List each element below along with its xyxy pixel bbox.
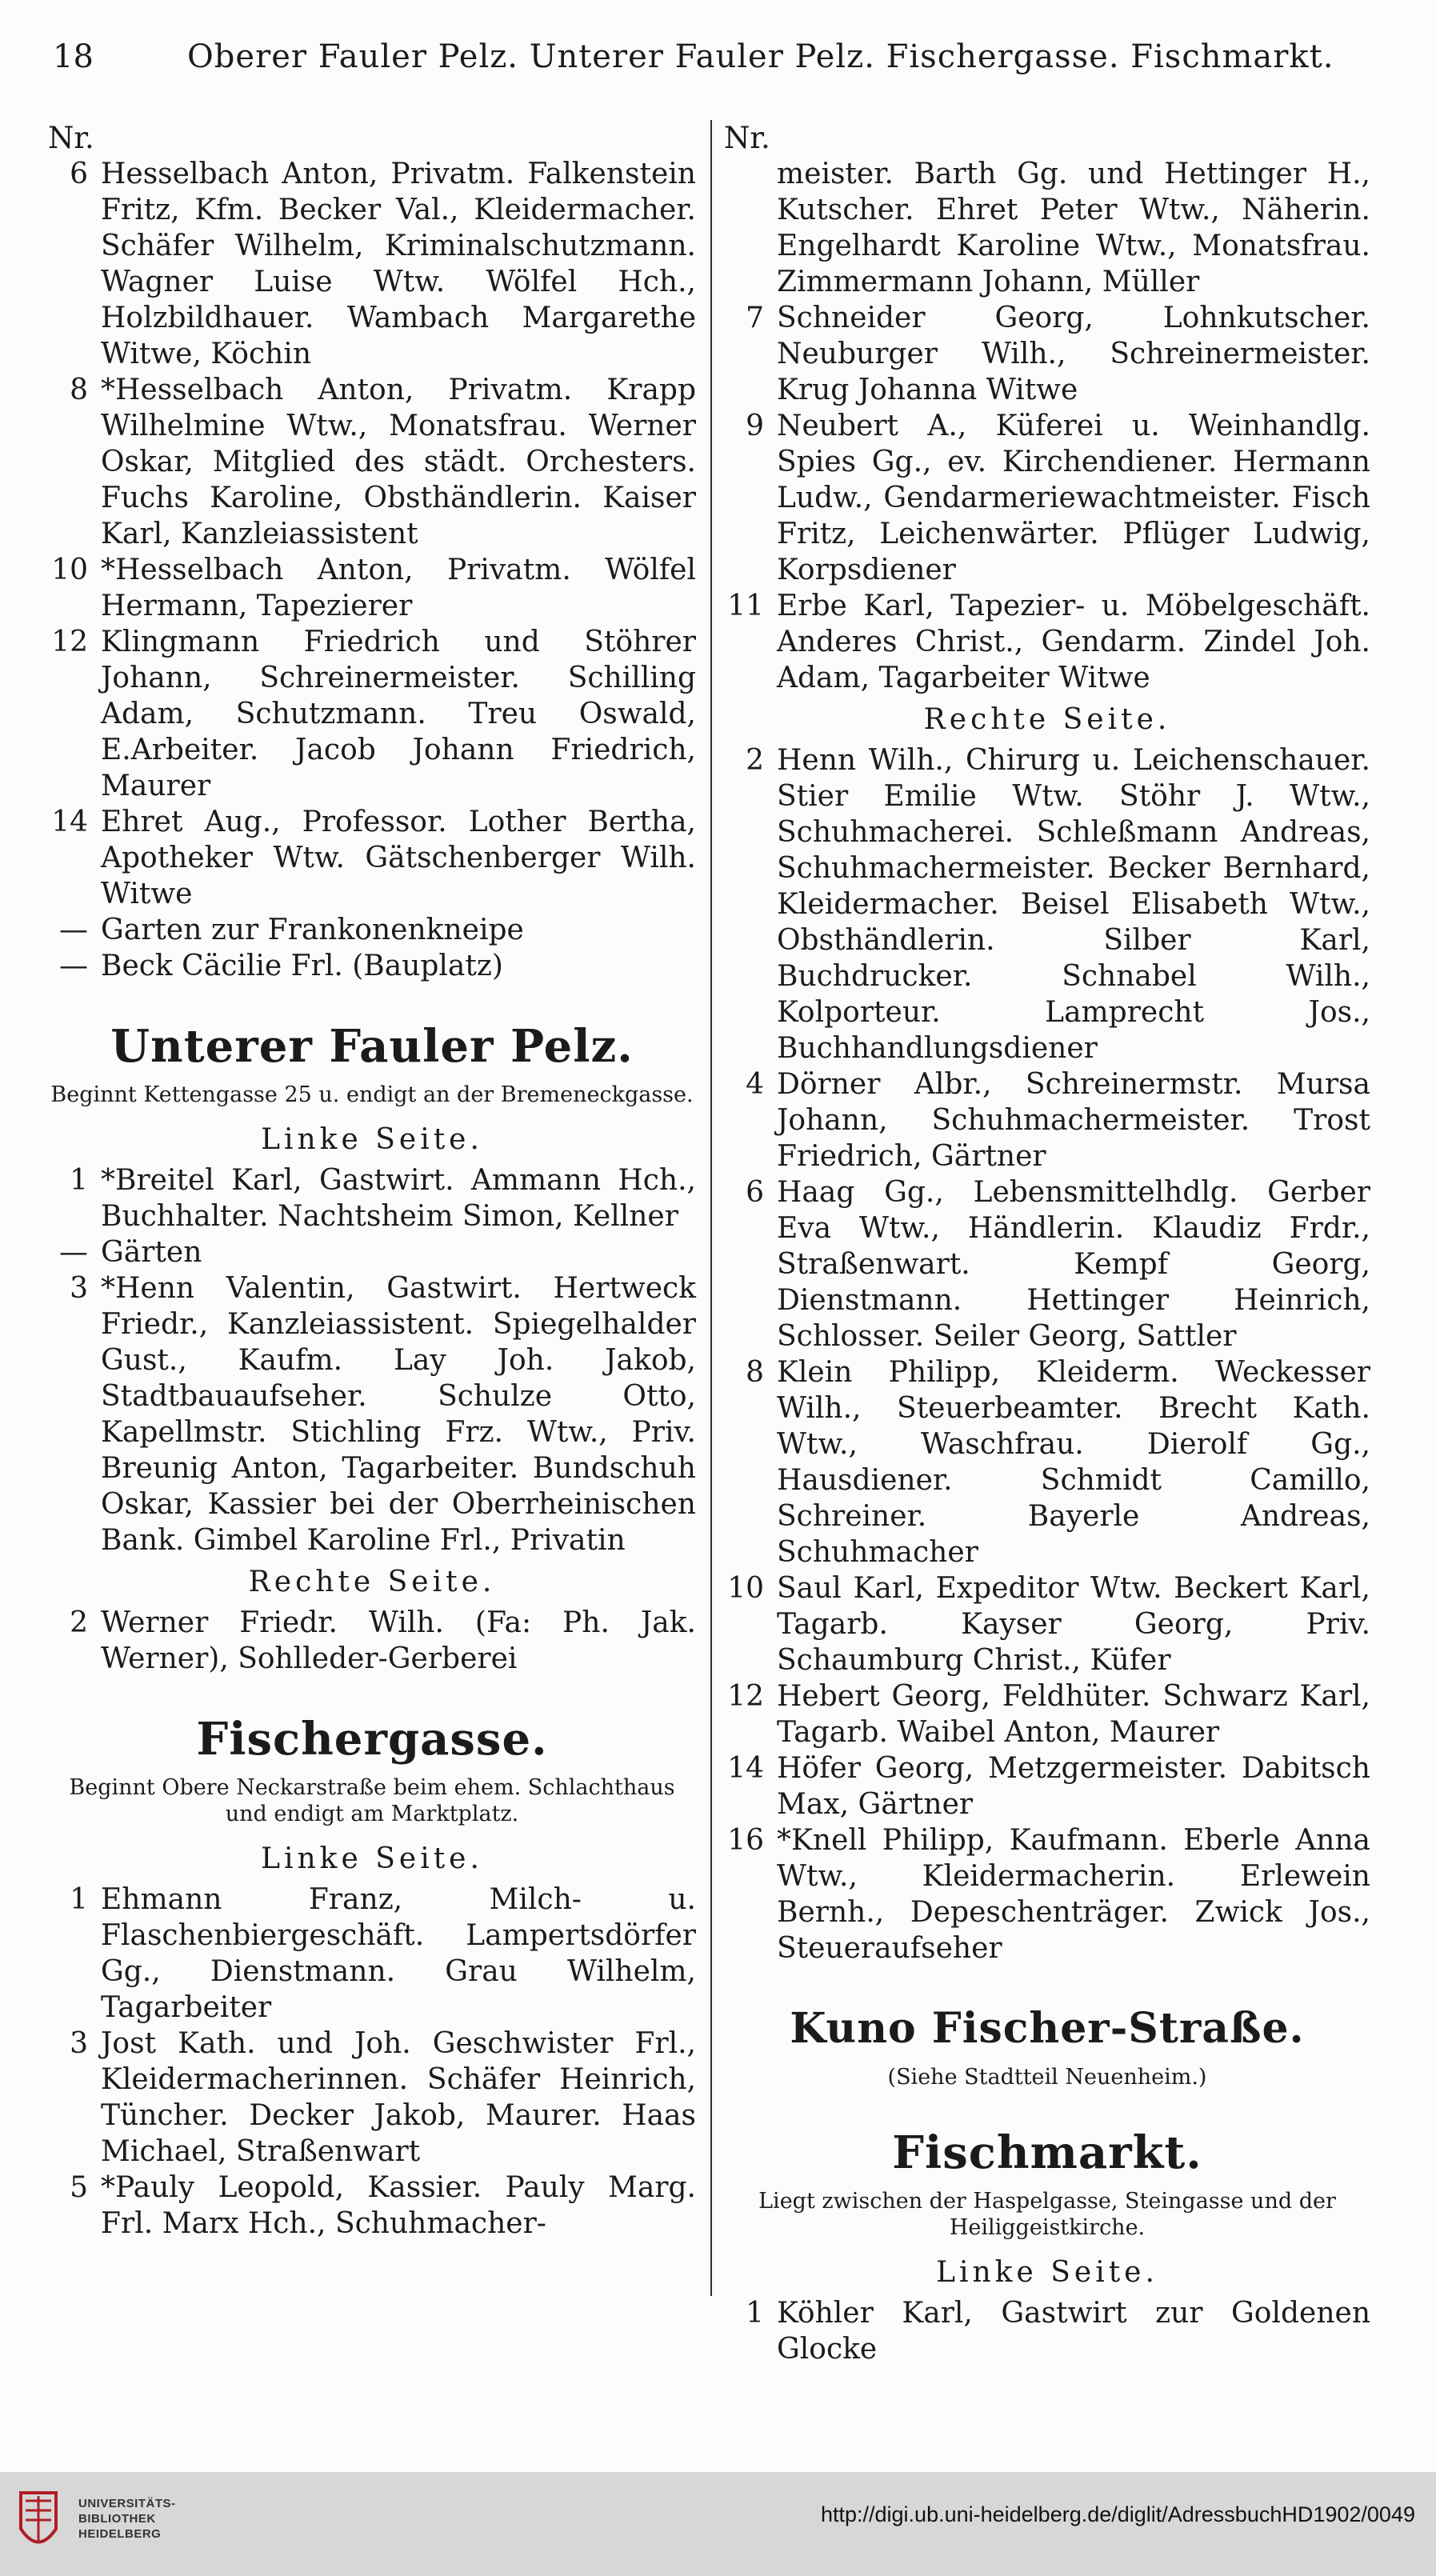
address-entry — [48, 948, 696, 984]
house-number: — — [59, 1236, 88, 1269]
logo-line: BIBLIOTHEK — [78, 2512, 156, 2526]
house-number: 6 — [70, 158, 88, 190]
entry-text: *Knell Philipp, Kaufmann. Eberle Anna Wtw., Kleidermacherin. Erlewein Bernh., Depeschenträger. Zwick Jos., Steueraufseher — [777, 1824, 1370, 1965]
house-number: 14 — [51, 806, 88, 838]
house-number: 3 — [70, 1272, 88, 1305]
address-entry — [48, 1162, 696, 1234]
column-divider — [710, 120, 712, 2296]
entry-text: Klein Philipp, Kleiderm. Weckesser Wilh., Steuerbeamter. Brecht Kath. Wtw., Waschfrau. Dierolf Gg., Hausdiener. Schmidt Camillo, Schreiner. Bayerle Andreas, Schuhmacher — [777, 1356, 1370, 1569]
entry-text: Köhler Karl, Gastwirt zur Goldenen Glocke — [777, 2297, 1370, 2366]
entry-text: Schneider Georg, Lohnkutscher. Neuburger Wilh., Schreinermeister. Krug Johanna Witwe — [777, 302, 1370, 406]
entry-text: Neubert A., Küferei u. Weinhandlg. Spies Gg., ev. Kirchendiener. Hermann Ludw., Gendarmeriewachtmeister. Fisch Fritz, Leichenwärter. Pflüger Ludwig, Korpsdiener — [777, 410, 1370, 586]
entry-text: Beck Cäcilie Frl. (Bauplatz) — [101, 950, 503, 982]
house-number: 10 — [727, 1572, 764, 1605]
entry-text: Werner Friedr. Wilh. (Fa: Ph. Jak. Werner), Sohlleder-Gerberei — [101, 1606, 696, 1675]
house-number: 1 — [746, 2297, 764, 2330]
address-entry — [48, 1270, 696, 1558]
page-number: 18 — [53, 38, 94, 75]
house-number: 16 — [727, 1824, 764, 1857]
address-entry — [724, 1750, 1370, 1822]
house-number: 6 — [746, 1176, 764, 1209]
address-entry — [724, 588, 1370, 696]
entry-text: *Hesselbach Anton, Privatm. Wölfel Hermann, Tapezierer — [101, 554, 696, 622]
address-entry — [48, 156, 696, 372]
address-entry — [48, 912, 696, 948]
street-title-unterer-fauler-pelz: Unterer Fauler Pelz. — [110, 1020, 634, 1073]
address-entry — [48, 1234, 696, 1270]
house-number: 12 — [727, 1680, 764, 1713]
street-description: Beginnt Kettengasse 25 u. endigt an der Bremeneckgasse. — [50, 1082, 694, 1107]
house-number: 12 — [51, 626, 88, 658]
entry-text: Henn Wilh., Chirurg u. Leichenschauer. Stier Emilie Wtw. Stöhr J. Wtw., Schuhmacherei. Schleßmann Andreas, Schuhmachermeister. Becker Bernhard, Kleidermacher. Beisel Elisabeth Wtw., Obsthändlerin. Silber Karl, Buchdrucker. Schnabel Wilh., Kolporteur. Lamprecht Jos., Buchhandlungsdiener — [777, 744, 1370, 1065]
address-entry — [48, 552, 696, 624]
street-title-kuno-fischer-strasse: Kuno Fischer-Straße. — [790, 2004, 1305, 2053]
entry-text: *Breitel Karl, Gastwirt. Ammann Hch., Buchhalter. Nachtsheim Simon, Kellner — [101, 1164, 696, 1233]
side-heading-right: Rechte Seite. — [923, 703, 1171, 736]
street-description: (Siehe Stadtteil Neuenheim.) — [887, 2065, 1207, 2090]
nr-label: Nr. — [724, 121, 770, 155]
library-footer — [0, 2472, 1436, 2576]
address-entry — [724, 300, 1370, 408]
library-logo-text — [78, 2496, 176, 2542]
entry-text: *Pauly Leopold, Kassier. Pauly Marg. Frl. Marx Hch., Schuhmacher- — [101, 2171, 696, 2240]
house-number: 1 — [70, 1164, 88, 1197]
address-entry — [724, 742, 1370, 1066]
address-entry — [724, 1174, 1370, 1354]
street-title-fischmarkt: Fischmarkt. — [892, 2126, 1202, 2179]
source-url-link[interactable]: http://digi.ub.uni-heidelberg.de/diglit/AdressbuchHD1902/0049 — [820, 2502, 1415, 2526]
side-heading-left: Linke Seite. — [261, 1842, 483, 1875]
house-number: 4 — [746, 1068, 764, 1101]
address-entry — [724, 156, 1370, 300]
house-number: — — [59, 950, 88, 982]
page-header — [53, 32, 1397, 88]
street-description: Beginnt Obere Neckarstraße beim ehem. Schlachthaus und endigt am Marktplatz. — [69, 1775, 675, 1826]
entry-text: Erbe Karl, Tapezier- u. Möbelgeschäft. Anderes Christ., Gendarm. Zindel Joh. Adam, Tagarbeiter Witwe — [777, 590, 1370, 694]
side-heading-right: Rechte Seite. — [248, 1566, 496, 1598]
entry-text: Jost Kath. und Joh. Geschwister Frl., Kleidermacherinnen. Schäfer Heinrich, Tüncher. Decker Jakob, Maurer. Haas Michael, Straßenwart — [101, 2027, 696, 2168]
address-entry — [724, 1066, 1370, 1174]
logo-line: UNIVERSITÄTS- — [78, 2497, 176, 2510]
address-entry — [724, 2295, 1370, 2367]
entry-text: meister. Barth Gg. und Hettinger H., Kutscher. Ehret Peter Wtw., Näherin. Engelhardt Karoline Wtw., Monatsfrau. Zimmermann Johann, Müller — [777, 158, 1370, 298]
house-number: 10 — [51, 554, 88, 586]
address-entry — [48, 1882, 696, 2026]
address-entry — [48, 804, 696, 912]
entry-text: Saul Karl, Expeditor Wtw. Beckert Karl, Tagarb. Kayser Georg, Priv. Schaumburg Christ., Küfer — [777, 1572, 1370, 1677]
address-entry — [48, 1605, 696, 1677]
entry-text: *Henn Valentin, Gastwirt. Hertweck Friedr., Kanzleiassistent. Spiegelhalder Gust., Kaufm. Lay Joh. Jakob, Stadtbauaufseher. Schulze Otto, Kapellmstr. Stichling Frz. Wtw., Priv. Breunig Anton, Tagarbeiter. Bundschuh Oskar, Kassier bei der Oberrheinischen Bank. Gimbel Karoline Frl., Privatin — [101, 1272, 696, 1557]
entry-text: Ehmann Franz, Milch- u. Flaschenbiergeschäft. Lampertsdörfer Gg., Dienstmann. Grau Wilhelm, Tagarbeiter — [101, 1883, 696, 2024]
entry-text: Haag Gg., Lebensmittelhdlg. Gerber Eva Wtw., Händlerin. Klaudiz Frdr., Straßenwart. Kempf Georg, Dienstmann. Hettinger Heinrich, Schlosser. Seiler Georg, Sattler — [777, 1176, 1370, 1353]
address-entry — [48, 372, 696, 552]
house-number: 11 — [727, 590, 764, 622]
side-heading-left: Linke Seite. — [936, 2256, 1158, 2289]
entry-text: Hebert Georg, Feldhüter. Schwarz Karl, Tagarb. Waibel Anton, Maurer — [777, 1680, 1370, 1749]
side-heading-left: Linke Seite. — [261, 1123, 483, 1156]
house-number: 3 — [70, 2027, 88, 2060]
address-entry — [48, 2026, 696, 2170]
house-number: 2 — [746, 744, 764, 777]
address-entry — [724, 1354, 1370, 1570]
running-title: Oberer Fauler Pelz. Unterer Fauler Pelz. Fischergasse. Fischmarkt. — [187, 38, 1334, 75]
left-column — [48, 120, 696, 2242]
right-column — [724, 120, 1370, 2367]
house-number: 14 — [727, 1752, 764, 1785]
entry-text: Garten zur Frankonenkneipe — [101, 914, 524, 946]
address-entry — [724, 1570, 1370, 1678]
entry-text: Ehret Aug., Professor. Lother Bertha, Apotheker Wtw. Gätschenberger Wilh. Witwe — [101, 806, 696, 910]
address-entry — [724, 408, 1370, 588]
entry-text: *Hesselbach Anton, Privatm. Krapp Wilhelmine Wtw., Monatsfrau. Werner Oskar, Mitglied des städt. Orchesters. Fuchs Karoline, Obsthändlerin. Kaiser Karl, Kanzleiassistent — [101, 374, 696, 550]
house-number: 9 — [746, 410, 764, 442]
university-seal-icon — [14, 2485, 62, 2558]
address-entry — [48, 2170, 696, 2242]
entry-text: Dörner Albr., Schreinermstr. Mursa Johann, Schuhmachermeister. Trost Friedrich, Gärtner — [777, 1068, 1370, 1173]
logo-line: HEIDELBERG — [78, 2527, 162, 2541]
address-entry — [724, 1678, 1370, 1750]
oberer-entries — [48, 156, 696, 984]
house-number: 7 — [746, 302, 764, 334]
street-description: Liegt zwischen der Haspelgasse, Steingasse und der Heiliggeistkirche. — [758, 2189, 1336, 2240]
house-number: 8 — [746, 1356, 764, 1389]
house-number: 8 — [70, 374, 88, 406]
nr-label: Nr. — [48, 121, 94, 155]
entry-text: Höfer Georg, Metzgermeister. Dabitsch Max, Gärtner — [777, 1752, 1370, 1821]
entry-text: Klingmann Friedrich und Stöhrer Johann, Schreinermeister. Schilling Adam, Schutzmann. Treu Oswald, E.Arbeiter. Jacob Johann Friedrich, Maurer — [101, 626, 696, 802]
street-title-fischergasse: Fischergasse. — [196, 1713, 548, 1766]
house-number: 2 — [70, 1606, 88, 1639]
house-number: — — [59, 914, 88, 946]
house-number: 5 — [70, 2171, 88, 2204]
entry-text: Gärten — [101, 1236, 202, 1269]
house-number: 1 — [70, 1883, 88, 1916]
entry-text: Hesselbach Anton, Privatm. Falkenstein Fritz, Kfm. Becker Val., Kleidermacher. Schäfer Wilhelm, Kriminalschutzmann. Wagner Luise Wtw. Wölfel Hch., Holzbildhauer. Wambach Margarethe Witwe, Köchin — [101, 158, 696, 370]
address-entry — [48, 624, 696, 804]
address-entry — [724, 1822, 1370, 1966]
